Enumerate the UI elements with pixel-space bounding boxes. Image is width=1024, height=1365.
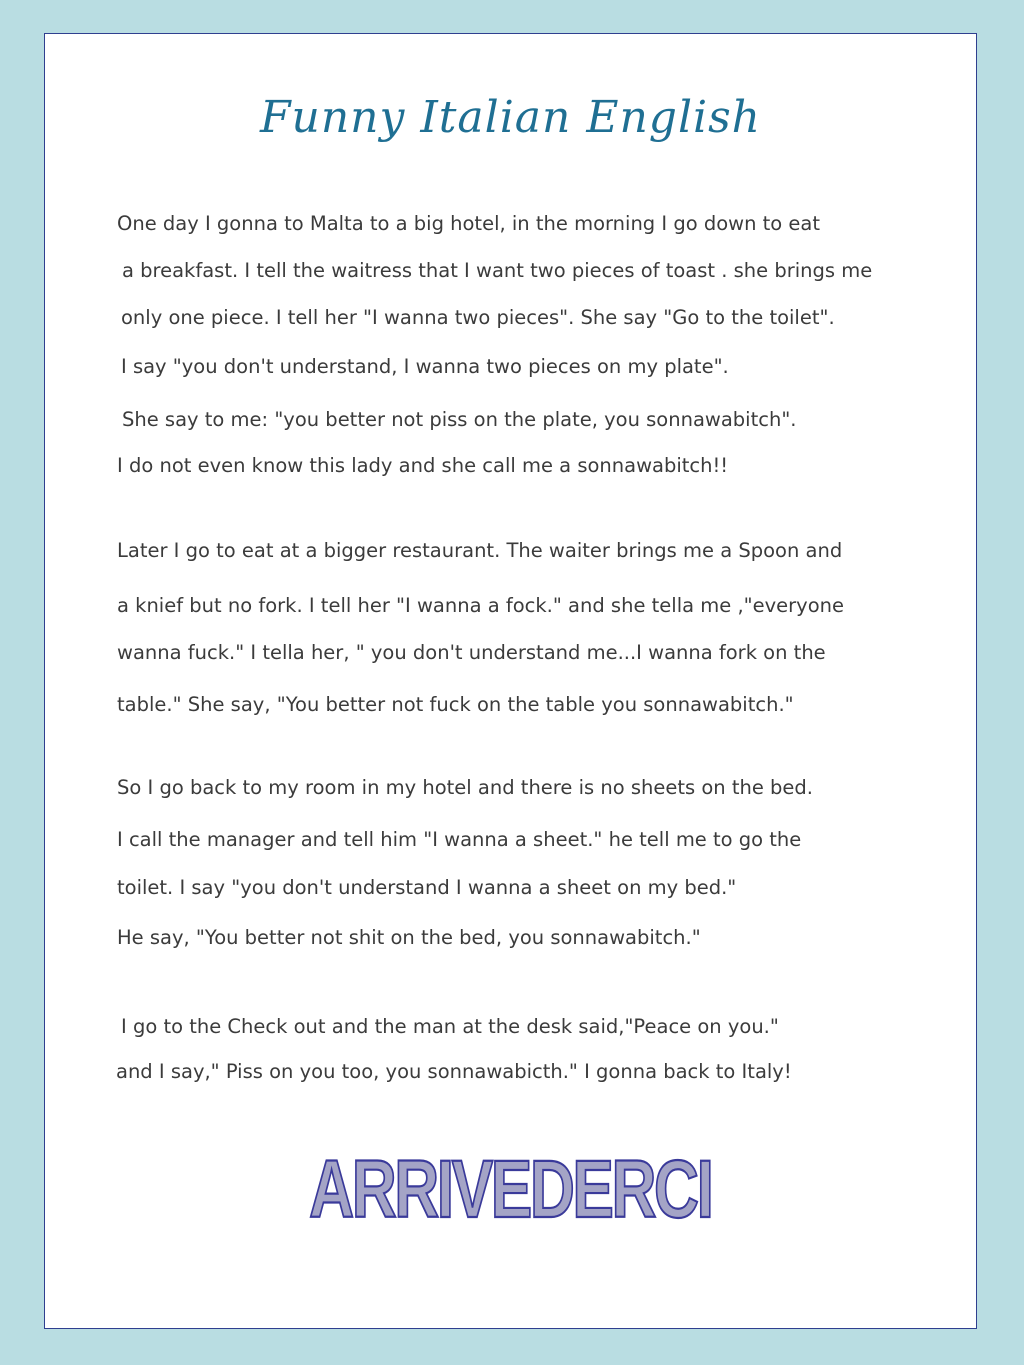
paragraph-4-line-2: and I say," Piss on you too, you sonnawabicth." I gonna back to Italy! xyxy=(116,1060,792,1083)
paragraph-3-line-3: toilet. I say "you don't understand I wanna a sheet on my bed." xyxy=(117,876,737,899)
paragraph-2-line-3: wanna fuck." I tella her, " you don't understand me...I wanna fork on the xyxy=(117,641,826,664)
paragraph-1-line-4: I say "you don't understand, I wanna two pieces on my plate". xyxy=(121,355,729,378)
paragraph-2-line-4: table." She say, "You better not fuck on the table you sonnawabitch." xyxy=(117,693,794,716)
paragraph-1-line-2: a breakfast. I tell the waitress that I want two pieces of toast . she brings me xyxy=(122,259,873,282)
paragraph-1-line-5: She say to me: "you better not piss on the plate, you sonnawabitch". xyxy=(122,408,797,431)
document-title: Funny Italian English xyxy=(259,92,762,143)
paragraph-2-line-1: Later I go to eat at a bigger restaurant. The waiter brings me a Spoon and xyxy=(117,539,843,562)
paragraph-2-line-2: a knief but no fork. I tell her "I wanna a fock." and she tella me ,"everyone xyxy=(117,594,845,617)
paragraph-1-line-1: One day I gonna to Malta to a big hotel, in the morning I go down to eat xyxy=(117,212,821,235)
paragraph-1-line-3: only one piece. I tell her "I wanna two pieces". She say "Go to the toilet". xyxy=(121,306,835,329)
paragraph-3-line-2: I call the manager and tell him "I wanna a sheet." he tell me to go the xyxy=(117,828,802,851)
paragraph-1-line-6: I do not even know this lady and she call me a sonnawabitch!! xyxy=(117,454,729,477)
paragraph-3-line-1: So I go back to my room in my hotel and there is no sheets on the bed. xyxy=(117,776,814,799)
paragraph-4-line-1: I go to the Check out and the man at the desk said,"Peace on you." xyxy=(121,1015,779,1038)
paragraph-3-line-4: He say, "You better not shit on the bed, you sonnawabitch." xyxy=(117,926,701,949)
document-page xyxy=(44,33,977,1329)
farewell-wordart-container xyxy=(45,1143,976,1236)
farewell-wordart: ARRIVEDERCI xyxy=(309,1143,712,1236)
